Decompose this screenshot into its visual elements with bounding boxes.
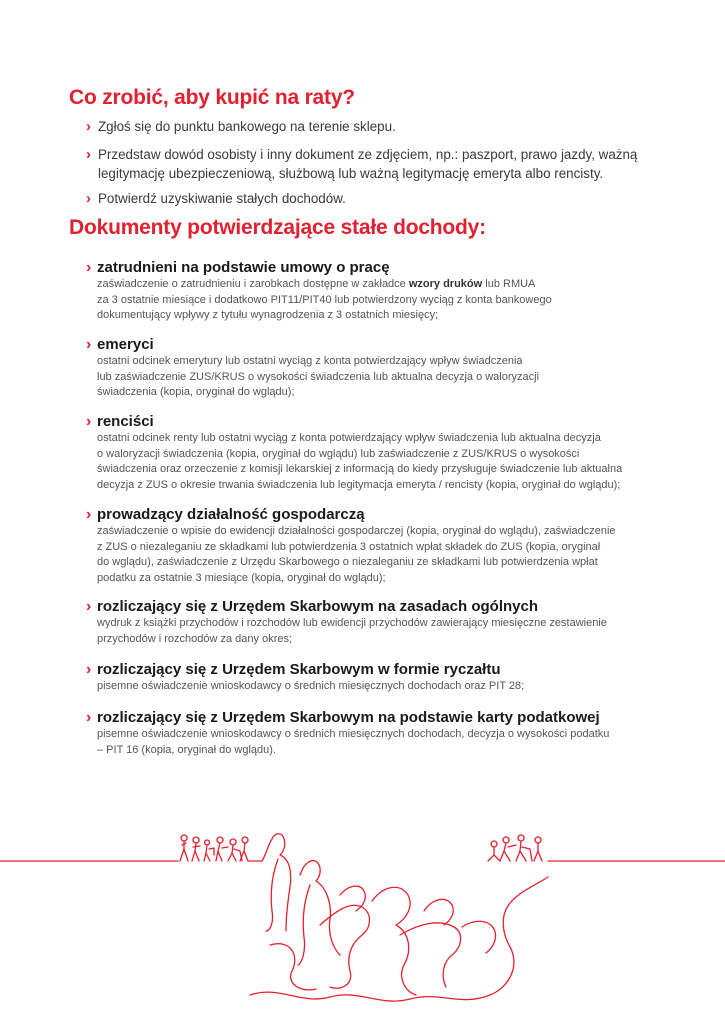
step-item (86, 145, 676, 183)
chevron-right-icon: › (86, 118, 91, 135)
doc-item-tax-general (86, 597, 686, 647)
doc-description: pisemne oświadczenie wnioskodawcy o średnich miesięcznych dochodach, decyzja o wysokości podatku – PIT 16 (kopia, oryginał do wglądu). (97, 728, 610, 756)
step-text: Przedstaw dowód osobisty i inny dokument ze zdjęciem, np.: paszport, prawo jazdy, ważną legitymację ubezpieczeniową, służbową lub ważną legitymację emeryta albo rencisty. (98, 147, 638, 181)
link-forms: wzory druków (408, 278, 483, 290)
chevron-right-icon: › (86, 146, 91, 163)
doc-item-pensioners (86, 412, 686, 493)
doc-description: pisemne oświadczenie wnioskodawcy o średnich miesięcznych dochodach oraz PIT 28; (97, 680, 525, 692)
doc-heading: › rozliczający się z Urzędem Skarbowym w formie ryczałtu (86, 661, 501, 678)
chevron-right-icon: › (86, 190, 91, 207)
chevron-right-icon: › (86, 259, 92, 276)
doc-description: ostatni odcinek emerytury lub ostatni wyciąg z konta potwierdzający wpływ świadczenia lub zaświadczenie ZUS/KRUS o wysokości świadczenia lub aktualna decyzja o waloryzacji świadczenia (kopia, oryginał do wglądu); (97, 355, 540, 398)
doc-heading: › emeryci (86, 336, 154, 353)
doc-heading: › zatrudnieni na podstawie umowy o pracę (86, 259, 390, 276)
doc-description: zaświadczenie o zatrudnieniu i zarobkach dostępne w zakładce wzory druków lub RMUA za 3 ostatnie miesiące i dodatkowo PIT11/PIT40 lub potwierdzony wyciąg z konta bankowego dokumentujący wpływy z tytułu wynagrodzenia z 3 ostatnich miesięcy; (97, 278, 552, 321)
people-line-drawing-icon (0, 815, 725, 1015)
section-title-how-to-buy: Co zrobić, aby kupić na raty? (69, 86, 355, 109)
chevron-right-icon: › (86, 336, 92, 353)
doc-heading: › renciści (86, 413, 154, 430)
doc-item-employees (86, 258, 686, 324)
step-text: Zgłoś się do punktu bankowego na terenie sklepu. (98, 119, 396, 134)
chevron-right-icon: › (86, 506, 92, 523)
doc-heading: › prowadzący działalność gospodarczą (86, 506, 365, 523)
chevron-right-icon: › (86, 661, 92, 678)
doc-heading: › rozliczający się z Urzędem Skarbowym na zasadach ogólnych (86, 598, 538, 615)
chevron-right-icon: › (86, 709, 92, 726)
step-text: Potwierdź uzyskiwanie stałych dochodów. (98, 191, 346, 206)
chevron-right-icon: › (86, 413, 92, 430)
step-item (86, 189, 676, 208)
doc-description: zaświadczenie o wpisie do ewidencji działalności gospodarczej (kopia, oryginał do wglądu), zaświadczenie z ZUS o niezaleganiu ze składkami lub potwierdzenia 3 ostatnich wpłat składek do ZUS (kopia, oryginał do wglądu), zaświadczenie z Urzędu Skarbowego o niezaleganiu ze składkami lub potwierdzenia wpłat podatku za ostatnie 3 miesiące (kopia, oryginał do wglądu); (97, 525, 616, 584)
step-item (86, 117, 676, 136)
doc-description: ostatni odcinek renty lub ostatni wyciąg z konta potwierdzający wpływ świadczenia lub aktualna decyzja o waloryzacji świadczenia (kopia, oryginał do wglądu) lub zaświadczenie z ZUS/KRUS o wysokości świadczenia oraz orzeczenie z komisji lekarskiej z informacją do kiedy przysługuje świadczenie lub aktualna decyzja z ZUS o okresie trwania świadczenia lub legitymacja emeryta / rencisty (kopia, oryginał do wglądu); (97, 432, 623, 491)
doc-item-retirees (86, 335, 686, 401)
chevron-right-icon: › (86, 598, 92, 615)
doc-item-tax-card (86, 708, 686, 758)
section-title-documents: Dokumenty potwierdzające stałe dochody: (69, 216, 486, 239)
doc-heading: › rozliczający się z Urzędem Skarbowym na podstawie karty podatkowej (86, 709, 600, 726)
doc-item-tax-lump-sum (86, 660, 686, 695)
doc-description: wydruk z książki przychodów i rozchodów lub ewidencji przychodów zawierający miesięczne zestawienie przychodów i rozchodów za dany okres; (97, 617, 607, 645)
doc-item-business (86, 505, 686, 586)
